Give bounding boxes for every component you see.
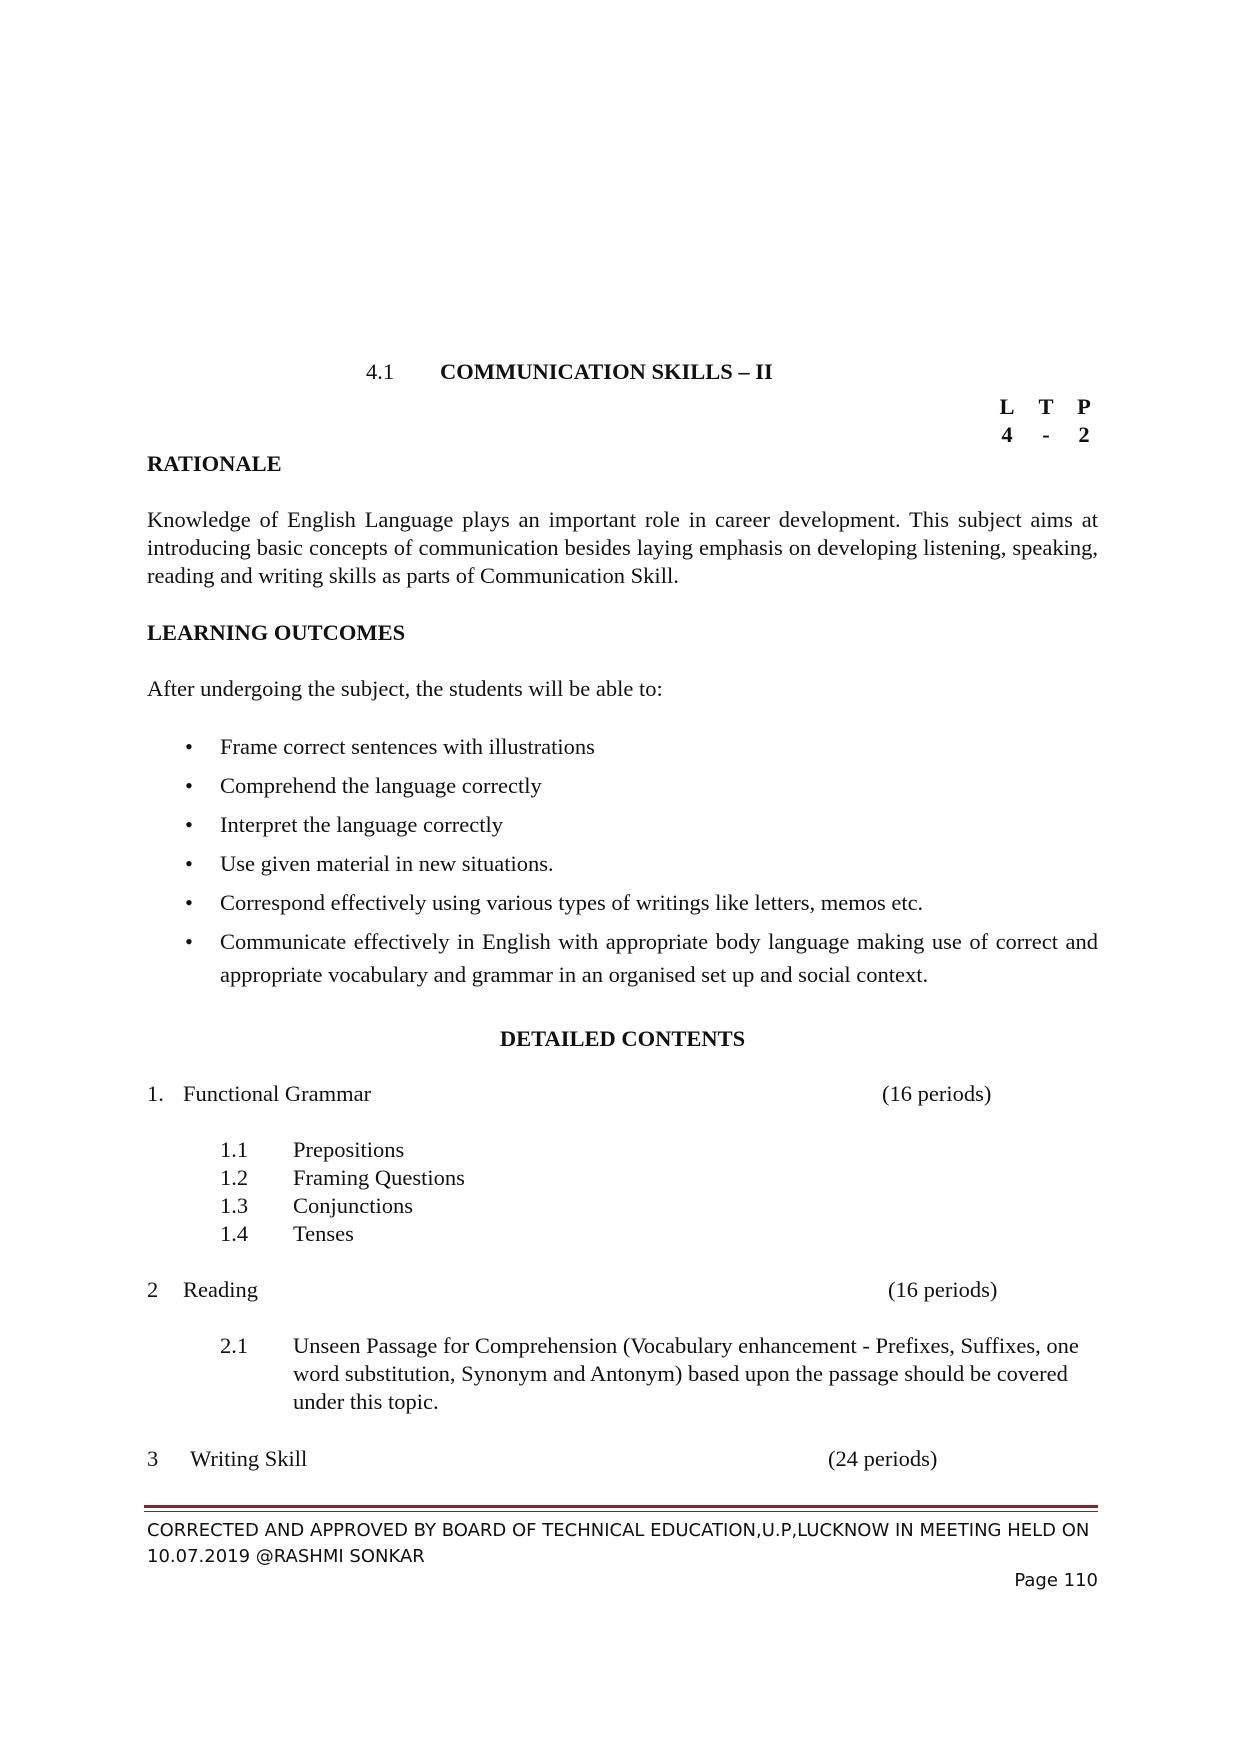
ltp-label-t: T	[1038, 394, 1054, 419]
section-title: Reading	[183, 1277, 258, 1302]
outcome-text: Comprehend the language correctly	[220, 773, 542, 798]
ltp-labels	[995, 393, 1098, 421]
rationale-heading: RATIONALE	[147, 451, 282, 476]
outcome-text: Interpret the language correctly	[220, 812, 503, 837]
section-periods: (16 periods)	[882, 1081, 992, 1106]
sub-number: 1.1	[220, 1137, 249, 1162]
ltp-value-l: 4	[1001, 422, 1013, 447]
ltp-label-p: P	[1077, 394, 1091, 419]
sub-number: 1.4	[220, 1221, 249, 1246]
sub-number: 1.3	[220, 1193, 249, 1218]
bullet: •	[185, 929, 193, 954]
sub-item	[220, 1220, 354, 1248]
subject-title: COMMUNICATION SKILLS – II	[440, 359, 773, 384]
subject-number: 4.1	[366, 359, 395, 384]
sub-item	[220, 1192, 413, 1220]
sub-number: 2.1	[220, 1333, 249, 1358]
list-item	[147, 769, 1098, 802]
outcomes-intro: After undergoing the subject, the students will be able to:	[147, 676, 663, 701]
contents-heading: DETAILED CONTENTS	[499, 1026, 746, 1051]
footer-rule-thin	[144, 1511, 1098, 1512]
sub-text: Conjunctions	[293, 1193, 414, 1218]
footer-text: CORRECTED AND APPROVED BY BOARD OF TECHNICAL EDUCATION,U.P,LUCKNOW IN MEETING HELD ON 10.07.2019 @RASHMI SONKAR	[147, 1520, 1090, 1567]
bullet: •	[185, 812, 193, 837]
subject-title-row	[366, 358, 773, 386]
section-row-3	[147, 1445, 307, 1473]
sub-text: Framing Questions	[293, 1165, 465, 1190]
rationale-text: Knowledge of English Language plays an important role in career development. This subject aims at introducing basic concepts of communication besides laying emphasis on developing listening, speaking, reading and writing skills as parts of Communication Skill.	[147, 507, 1098, 588]
section-number: 2	[147, 1277, 159, 1302]
sub-item	[220, 1164, 465, 1192]
sub-text: Unseen Passage for Comprehension (Vocabulary enhancement - Prefixes, Suffixes, one word substitution, Synonym and Antonym) based upon the passage should be covered under this topic.	[293, 1333, 1079, 1414]
sub-text: Prepositions	[293, 1137, 405, 1162]
section-row-1	[147, 1080, 371, 1108]
list-item	[147, 847, 1098, 880]
ltp-label-l: L	[999, 394, 1015, 419]
sub-number: 1.2	[220, 1165, 249, 1190]
ltp-value-p: 2	[1078, 422, 1090, 447]
ltp-value-t: -	[1042, 422, 1050, 447]
list-item	[147, 808, 1098, 841]
ltp-values	[995, 421, 1098, 449]
section-periods: (16 periods)	[888, 1277, 998, 1302]
list-item	[147, 730, 1098, 763]
outcome-text: Correspond effectively using various types of writings like letters, memos etc.	[220, 890, 924, 915]
section-number: 1.	[147, 1081, 164, 1106]
section-number: 3	[147, 1446, 159, 1471]
outcomes-list	[147, 730, 1098, 997]
sub-text: Tenses	[293, 1221, 354, 1246]
outcomes-heading: LEARNING OUTCOMES	[147, 620, 406, 645]
page-number: Page 110	[1014, 1570, 1098, 1591]
outcome-text: Frame correct sentences with illustrations	[220, 734, 595, 759]
bullet: •	[185, 734, 193, 759]
bullet: •	[185, 851, 193, 876]
outcome-text: Use given material in new situations.	[220, 851, 554, 876]
section-title: Functional Grammar	[183, 1081, 372, 1106]
list-item	[147, 886, 1098, 919]
sub-item	[220, 1136, 404, 1164]
list-item	[147, 925, 1098, 991]
bullet: •	[185, 890, 193, 915]
section-row-2	[147, 1276, 258, 1304]
bullet: •	[185, 773, 193, 798]
outcome-text: Communicate effectively in English with appropriate body language making use of correct and appropriate vocabulary and grammar in an organised set up and social context.	[220, 929, 1098, 987]
section-title: Writing Skill	[190, 1446, 308, 1471]
footer-rule	[144, 1505, 1098, 1508]
section-periods: (24 periods)	[828, 1446, 938, 1471]
